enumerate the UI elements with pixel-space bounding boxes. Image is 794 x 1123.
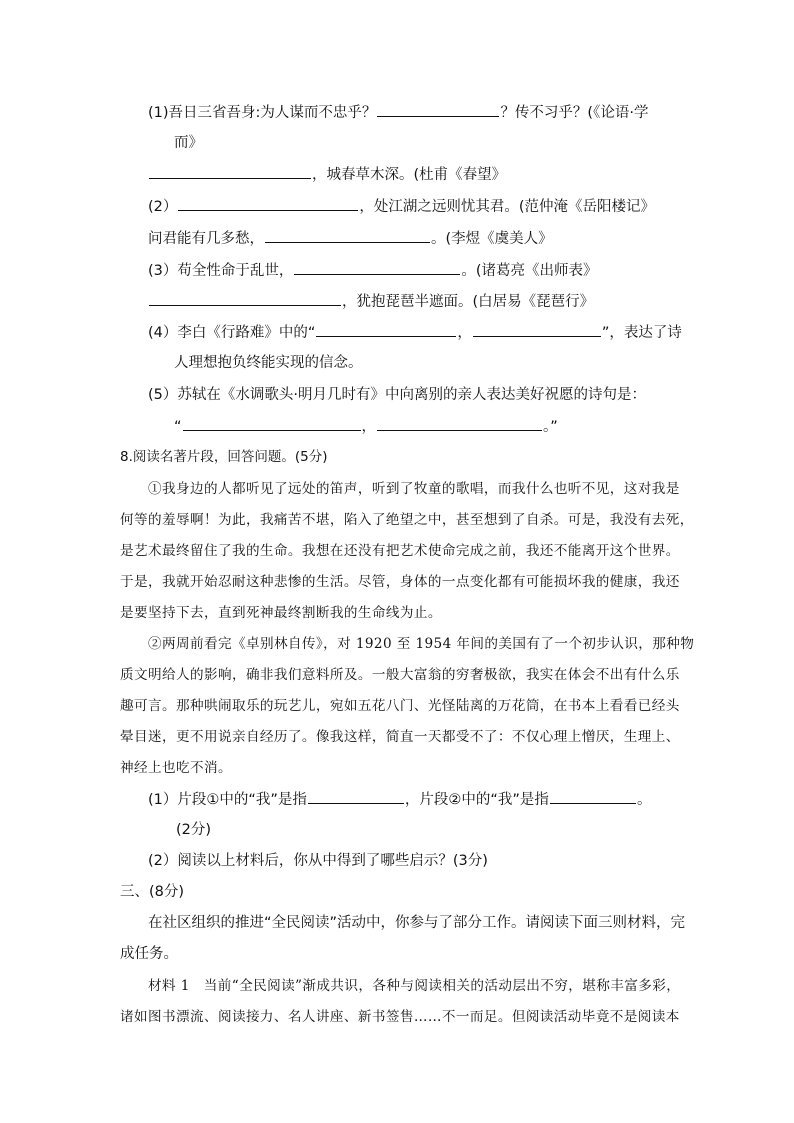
q4-line-2: 人理想抱负终能实现的信念。: [174, 355, 363, 371]
answer-blank[interactable]: [178, 196, 358, 211]
excerpt-1-line: ①我身边的人都听见了远处的笛声，听到了牧童的歌唱，而我什么也听不见，这对我是: [148, 481, 680, 497]
q3-line-1: [148, 260, 598, 281]
answer-blank[interactable]: [183, 416, 361, 431]
excerpt-1-line: 于是，我就开始忍耐这种悲惨的生活。尽管，身体的一点变化都有可能损坏我的健康，我还: [120, 574, 680, 590]
q4-line-1-tail: ”，表达了诗: [601, 325, 682, 341]
q5-comma: ，: [361, 419, 377, 435]
q8-sub-1-head: (1）片段①中的“我”是指: [148, 792, 307, 808]
material-1-line: 材料 1 当前“全民阅读”渐成共识，各种与阅读相关的活动层出不穷，堪称丰富多彩，: [148, 978, 681, 994]
q8-sub-1-tail: 。: [636, 792, 652, 808]
q1-line-2: 而》: [174, 135, 203, 151]
q3-line-2-tail: ，犹抱琵琶半遮面。(白居易《琵琶行》: [342, 294, 595, 310]
q8-sub-1-mid: ，片段②中的“我”是指: [404, 792, 549, 808]
q1-text-tail: ？传不习乎？(《论语·学: [500, 105, 649, 121]
answer-blank[interactable]: [265, 228, 430, 243]
section-3-intro: 在社区组织的推进“全民阅读”活动中，你参与了部分工作。请阅读下面三则材料，完: [148, 915, 686, 931]
q8-heading: 8.阅读名著片段，回答问题。(5分): [120, 449, 328, 465]
q8-sub-1-score: (2分): [176, 822, 212, 838]
material-1-line: 诸如图书漂流、阅读接力、名人讲座、新书签售……不一而足。但阅读活动毕竟不是阅读本: [120, 1009, 680, 1025]
q1-line-3: [148, 164, 506, 185]
excerpt-2-line: ②两周前看完《卓别林自传》，对 1920 至 1954 年间的美国有了一个初步认识，那种物: [148, 636, 695, 652]
q4-comma: ，: [457, 325, 472, 341]
answer-blank[interactable]: [294, 260, 460, 275]
q2-label: (2）: [148, 199, 178, 215]
section-3-heading: 三、(8分): [120, 884, 185, 900]
q8-sub-1: [148, 789, 651, 810]
q8-sub-2: (2）阅读以上材料后，你从中得到了哪些启示？(3分): [148, 853, 488, 869]
q4-line-1-head: (4）李白《行路难》中的“: [148, 325, 316, 341]
answer-blank[interactable]: [149, 164, 311, 179]
answer-blank[interactable]: [316, 322, 456, 337]
excerpt-1-line: 何等的羞辱啊！为此，我痛苦不堪，陷入了绝望之中，甚至想到了自杀。可是，我没有去死，: [120, 512, 694, 528]
q2-line-2: [148, 228, 553, 249]
q2-line-2-tail: 。(李煜《虞美人》: [431, 231, 553, 247]
q2-text-tail: ，处江湖之远则忧其君。(范仲淹《岳阳楼记》: [359, 199, 656, 215]
q3-line-2: [148, 291, 594, 312]
q3-line-1-tail: 。(诸葛亮《出师表》: [461, 263, 598, 279]
answer-blank[interactable]: [550, 789, 636, 804]
excerpt-1-line: 是艺术最终留住了我的生命。我想在还没有把艺术使命完成之前，我还不能离开这个世界。: [120, 543, 680, 559]
q4-line-1: [148, 322, 682, 343]
excerpt-1-line: 是要坚持下去，直到死神最终割断我的生命线为止。: [120, 605, 442, 621]
q5-close: 。”: [543, 419, 558, 435]
q5-line-2: [174, 416, 558, 437]
answer-blank[interactable]: [308, 789, 404, 804]
q2-line-1: [148, 196, 655, 217]
q5-line-1: (5）苏轼在《水调歌头·明月几时有》中向离别的亲人表达美好祝愿的诗句是：: [148, 387, 646, 403]
excerpt-2-line: 晕目迷，更不用说亲自经历了。像我这样，简直一天都受不了：不仅心理上憎厌，生理上、: [120, 729, 680, 745]
answer-blank[interactable]: [377, 102, 499, 117]
excerpt-2-line: 质文明给人的影响，确非我们意料所及。一般大富翁的穷奢极欲，我实在体会不出有什么乐: [120, 667, 680, 683]
q2-line-2-head: 问君能有几多愁，: [148, 231, 264, 247]
answer-blank[interactable]: [149, 291, 341, 306]
section-3-intro: 成任务。: [120, 946, 178, 962]
q1-line-1: [148, 102, 648, 123]
q1-line-3-text: ，城春草木深。(杜甫《春望》: [312, 167, 507, 183]
q1-text: (1)吾日三省吾身:为人谋而不忠乎？: [148, 105, 377, 121]
q3-line-1-head: (3）苟全性命于乱世，: [148, 263, 294, 279]
answer-blank[interactable]: [377, 416, 542, 431]
excerpt-2-line: 神经上也吃不消。: [120, 760, 232, 776]
excerpt-2-line: 趣可言。那种哄闹取乐的玩艺儿，宛如五花八门、光怪陆离的万花筒，在书本上看看已经头: [120, 698, 680, 714]
q5-open-quote: “: [174, 419, 182, 435]
answer-blank[interactable]: [473, 322, 601, 337]
